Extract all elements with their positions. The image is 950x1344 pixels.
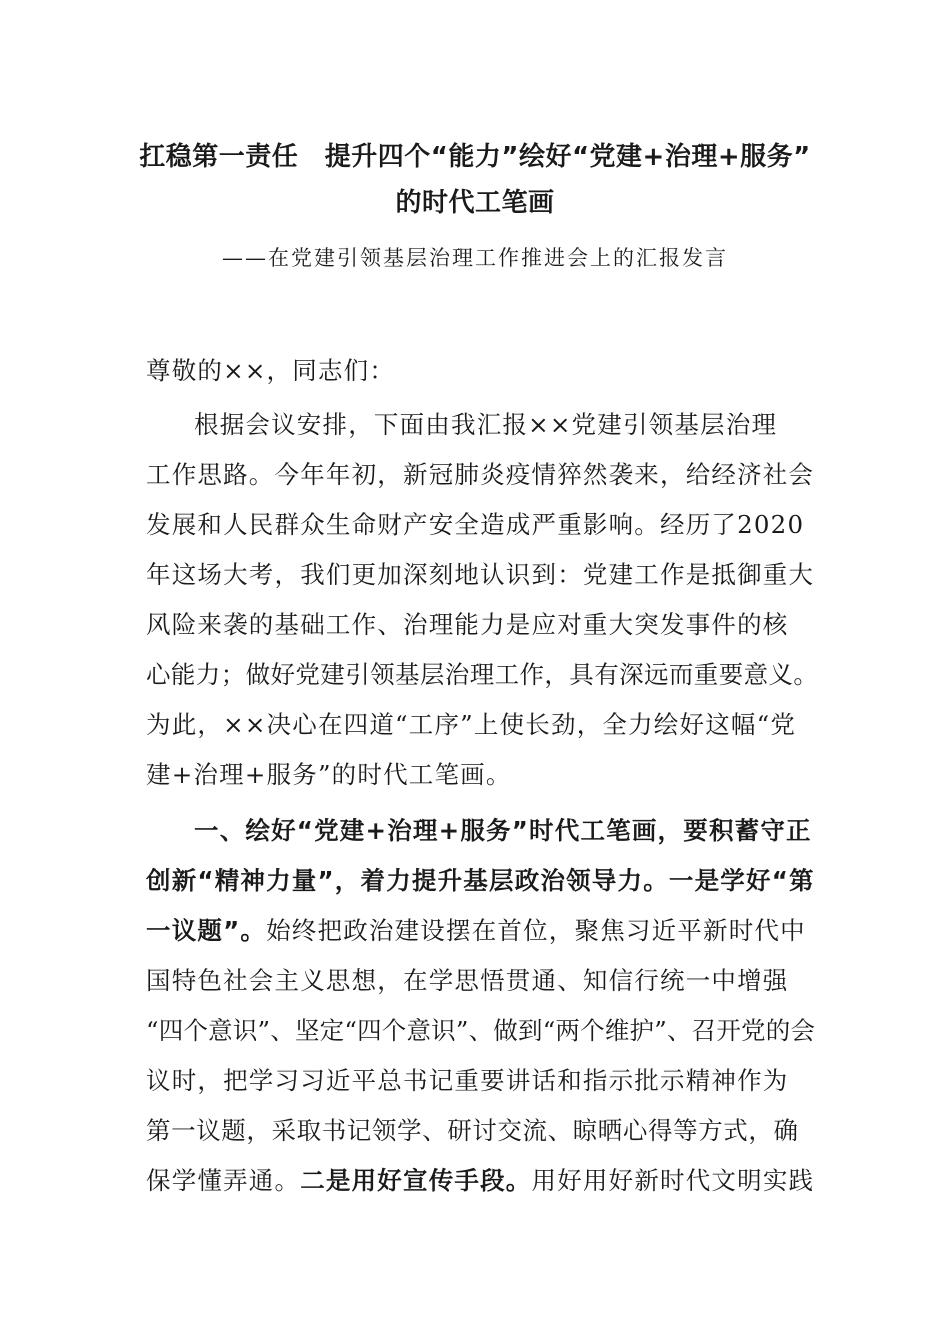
section-heading-line: 创新“精神力量”，着力提升基层政治领导力。一是学好“第 — [146, 866, 815, 895]
paragraph-1-line: 建+治理+服务”的时代工笔画。 — [146, 760, 512, 789]
paragraph-1-line: 根据会议安排，下面由我汇报××党建引领基层治理 — [194, 410, 778, 439]
bold-lead: 一议题”。 — [146, 916, 267, 945]
line-rest: 用好用好新时代文明实践 — [531, 1166, 815, 1195]
line-pre: 保学懂弄通。 — [146, 1166, 301, 1195]
paragraph-1-line: 风险来袭的基础工作、治理能力是应对重大突发事件的核 — [146, 610, 789, 639]
paragraph-2-line: “四个意识”、坚定“四个意识”、做到“两个维护”、召开党的会 — [146, 1016, 816, 1045]
paragraph-2-line: 国特色社会主义思想，在学思悟贯通、知信行统一中增强 — [146, 966, 789, 995]
document-title-line-2: 的时代工笔画 — [395, 188, 555, 218]
section-heading-line: 一、绘好“党建+治理+服务”时代工笔画，要积蓄守正 — [194, 816, 812, 845]
bold-lead: 二是用好宣传手段。 — [300, 1166, 532, 1195]
paragraph-1-line: 工作思路。今年年初，新冠肺炎疫情猝然袭来，给经济社会 — [146, 460, 815, 489]
paragraph-2-line — [146, 912, 806, 947]
document-subtitle: ——在党建引领基层治理工作推进会上的汇报发言 — [222, 246, 728, 270]
paragraph-1-line: 为此，××决心在四道“工序”上使长劲，全力绘好这幅“党 — [146, 710, 797, 739]
document-title-line-1: 扛稳第一责任 提升四个“能力”绘好“党建+治理+服务” — [139, 142, 811, 172]
paragraph-1-line: 心能力；做好党建引领基层治理工作，具有深远而重要意义。 — [146, 660, 819, 689]
paragraph-2-line: 议时，把学习习近平总书记重要讲话和指示批示精神作为 — [146, 1066, 789, 1095]
paragraph-1-line: 发展和人民群众生命财产安全造成严重影响。经历了2020 — [146, 510, 805, 539]
paragraph-1-line: 年这场大考，我们更加深刻地认识到：党建工作是抵御重大 — [146, 560, 815, 589]
line-rest: 始终把政治建设摆在首位，聚焦习近平新时代中 — [266, 916, 806, 945]
salutation-text: 尊敬的××，同志们： — [146, 356, 396, 385]
paragraph-2-line: 第一议题，采取书记领学、研讨交流、晾晒心得等方式，确 — [146, 1116, 799, 1145]
salutation — [146, 352, 846, 387]
paragraph-2-line — [146, 1162, 814, 1197]
